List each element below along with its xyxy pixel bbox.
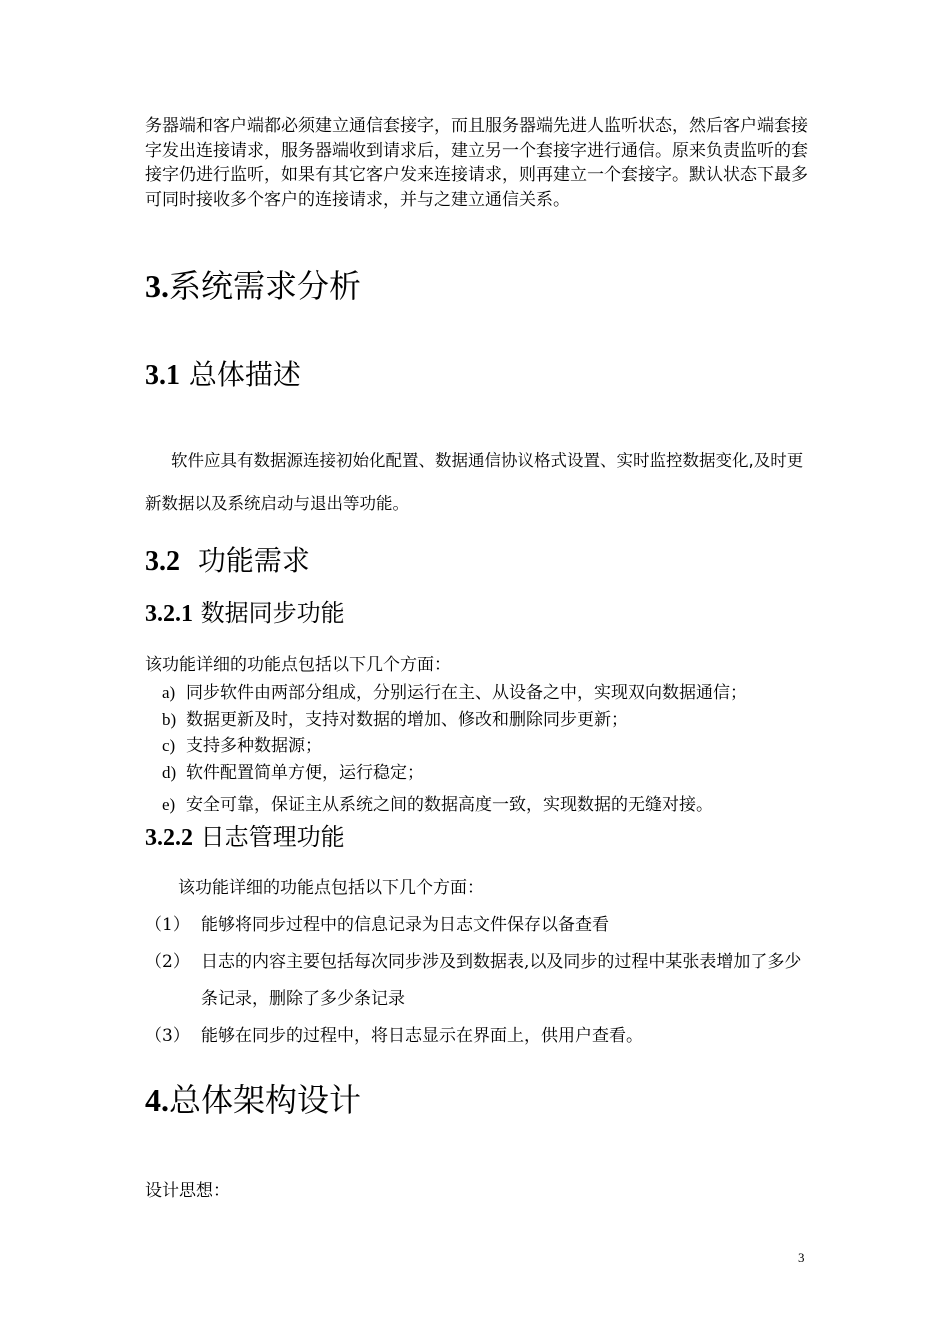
section-4-title: 总体架构设计 <box>169 1081 362 1119</box>
list-marker: （2） <box>145 952 190 972</box>
list-item-text: 支持多种数据源； <box>186 736 322 756</box>
list-item-text: 能够将同步过程中的信息记录为日志文件保存以备查看 <box>201 915 609 935</box>
list-marker: d) <box>162 762 177 782</box>
list-item <box>145 944 815 1018</box>
list-item <box>162 680 747 707</box>
list-marker: c) <box>162 736 176 755</box>
page-number: 3 <box>798 1250 805 1265</box>
section-3-2-1-heading <box>145 598 345 629</box>
section-3-1-title: 总体描述 <box>188 358 301 391</box>
section-3-2-2-number: 3.2.2 <box>145 825 193 851</box>
section-4-number: 4. <box>145 1082 169 1118</box>
list-marker: （1） <box>145 915 190 935</box>
section-3-title: 系统需求分析 <box>169 267 362 305</box>
list-marker: （3） <box>145 1026 190 1046</box>
list-item <box>145 1018 815 1055</box>
list-item <box>162 792 747 819</box>
section-3-2-1-number: 3.2.1 <box>145 601 193 627</box>
section-3-heading <box>145 266 361 306</box>
list-item <box>145 907 815 944</box>
section-3-2-heading <box>145 544 310 579</box>
section-3-2-2-heading <box>145 822 345 853</box>
list-item-text: 能够在同步的过程中，将日志显示在界面上，供用户查看。 <box>201 1026 643 1046</box>
section-3-2-2-lead: 该功能详细的功能点包括以下几个方面： <box>178 878 484 898</box>
section-3-2-2-title: 日志管理功能 <box>200 823 345 851</box>
intro-paragraph: 务器端和客户端都必须建立通信套接字，而且服务器端先进人监听状态，然后客户端套接字发出连接请求，服务器端收到请求后，建立另一个套接字进行通信。原来负责监听的套接字仍进行监听，如果有其它客户发来连接请求，则再建立一个套接字。默认状态下最多可同时接收多个客户的连接请求，并与之建立通信关系。 <box>145 116 808 210</box>
section-3-2-1-lead: 该功能详细的功能点包括以下几个方面： <box>145 655 451 675</box>
section-3-2-1-title: 数据同步功能 <box>200 599 345 627</box>
list-item-text: 同步软件由两部分组成，分别运行在主、从设备之中，实现双向数据通信； <box>186 683 747 703</box>
list-item <box>162 733 747 760</box>
section-3-1-heading <box>145 358 301 393</box>
list-marker: e) <box>162 795 176 814</box>
section-4-heading <box>145 1080 361 1120</box>
section-3-1-number: 3.1 <box>145 360 180 391</box>
section-4-lead: 设计思想： <box>145 1181 230 1201</box>
section-3-2-number: 3.2 <box>145 546 180 577</box>
section-3-1-body: 软件应具有数据源连接初始化配置、数据通信协议格式设置、实时监控数据变化,及时更新数据以及系统启动与退出等功能。 <box>145 451 804 513</box>
section-3-number: 3. <box>145 268 169 304</box>
list-item-text: 软件配置简单方便，运行稳定； <box>186 762 424 783</box>
list-item <box>162 760 747 787</box>
list-marker: b) <box>162 709 177 729</box>
list-marker: a) <box>162 683 176 702</box>
list-item-text: 数据更新及时，支持对数据的增加、修改和删除同步更新； <box>186 709 628 730</box>
list-item-text: 日志的内容主要包括每次同步涉及到数据表,以及同步的过程中某张表增加了多少条记录，删除了多少条记录 <box>201 952 802 1009</box>
log-feature-list <box>145 907 815 1055</box>
list-item <box>162 707 747 734</box>
sync-feature-list <box>162 680 747 819</box>
list-item-text: 安全可靠，保证主从系统之间的数据高度一致，实现数据的无缝对接。 <box>186 795 713 815</box>
section-3-2-title: 功能需求 <box>197 544 310 577</box>
